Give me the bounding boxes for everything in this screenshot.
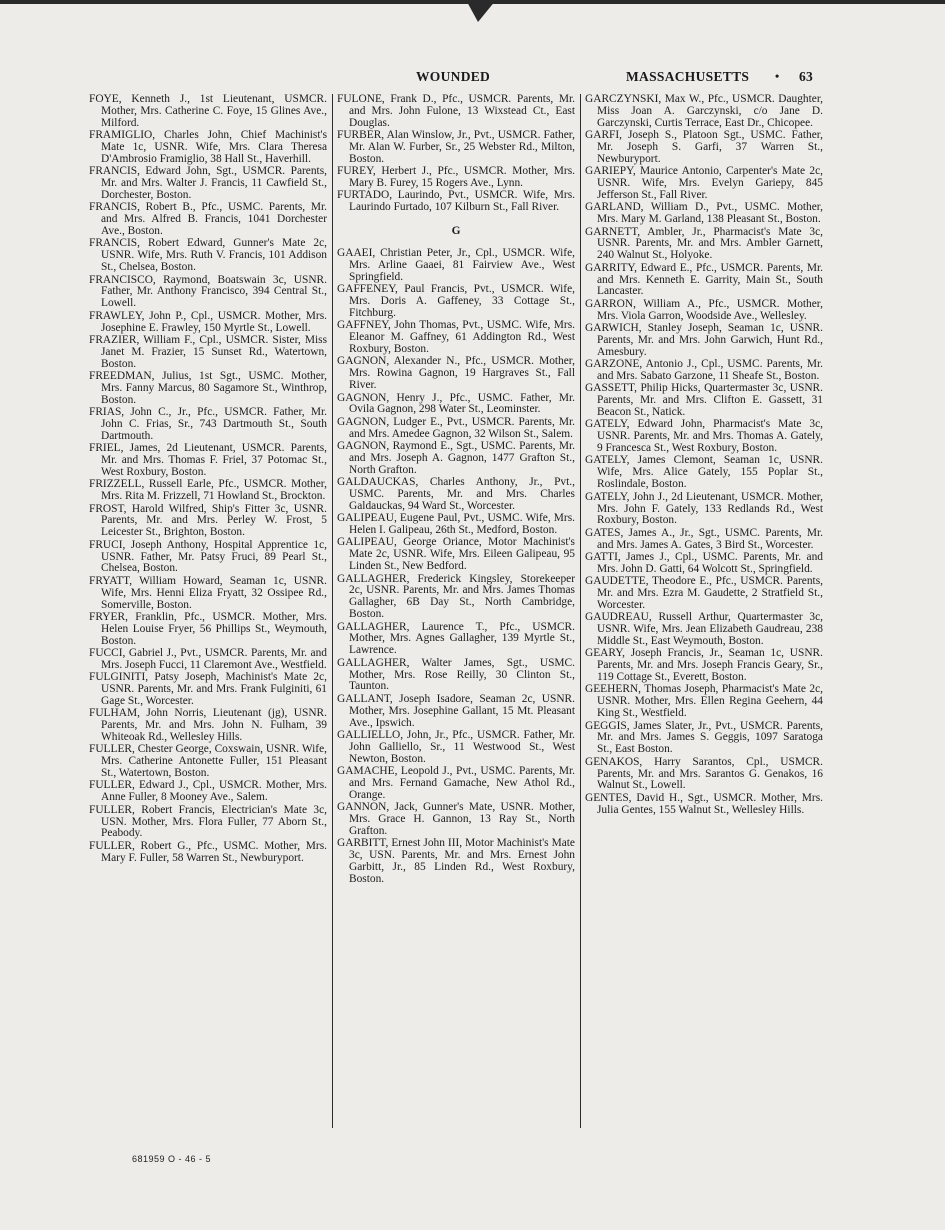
list-entry: GAAEI, Christian Peter, Jr., Cpl., USMCR. Wife, Mrs. Arline Gaaei, 81 Fairview Ave., West Springfield. [337,247,575,283]
list-entry: FRAZIER, William F., Cpl., USMCR. Sister, Miss Janet M. Frazier, 15 Sunset Rd., Watertown, Boston. [89,333,327,370]
list-entry: GAUDETTE, Theodore E., Pfc., USMCR. Parents, Mr. and Mrs. Ezra M. Gaudette, 2 Stratfield St., Worcester. [585,575,823,611]
list-entry: FRIAS, John C., Jr., Pfc., USMCR. Father, Mr. John C. Frias, Sr., 743 Dartmouth St., South Dartmouth. [89,406,327,442]
list-entry: FRUCI, Joseph Anthony, Hospital Apprentice 1c, USNR. Father, Mr. Patsy Fruci, 89 Pearl St., Chelsea, Boston. [89,538,327,575]
list-entry: GEEHERN, Thomas Joseph, Pharmacist's Mate 2c, USNR. Mother, Mrs. Ellen Regina Geehern, 44 King St., Westfield. [585,683,823,720]
list-entry: FURBER, Alan Winslow, Jr., Pvt., USMCR. Father, Mr. Alan W. Furber, Sr., 25 Webster Rd., Milton, Boston. [337,129,575,165]
list-entry: FROST, Harold Wilfred, Ship's Fitter 3c, USNR. Parents, Mr. and Mrs. Perley W. Frost, 5 Leicester St., Brighton, Boston. [89,502,327,539]
column-3 [585,94,823,817]
list-entry: GALLAGHER, Frederick Kingsley, Storekeeper 2c, USNR. Parents, Mr. and Mrs. James Thomas Gallagher, 6B Day St., North Cambridge, Boston. [337,572,575,621]
list-entry: FOYE, Kenneth J., 1st Lieutenant, USMCR. Mother, Mrs. Catherine C. Foye, 15 Glines Ave., Milford. [89,93,327,129]
page-header [90,69,820,89]
list-entry: GEARY, Joseph Francis, Jr., Seaman 1c, USNR. Parents, Mr. and Mrs. Joseph Francis Geary, Sr., 119 Cottage St., Everett, Boston. [585,647,823,684]
list-entry: FULONE, Frank D., Pfc., USMCR. Parents, Mr. and Mrs. John Fulone, 13 Wixstead Ct., East Douglas. [337,93,575,129]
page-number: 63 [799,69,814,84]
list-entry: GARCZYNSKI, Max W., Pfc., USMCR. Daughter, Miss Joan A. Garczynski, c/o Jane D. Garczynski, Curtis Terrace, East Dr., Chicopee. [585,93,823,129]
list-entry: FRANCIS, Robert B., Pfc., USMC. Parents, Mr. and Mrs. Alfred B. Francis, 1041 Dorchester Ave., Boston. [89,201,327,238]
list-entry: GAFFNEY, John Thomas, Pvt., USMC. Wife, Mrs. Eleanor M. Gaffney, 61 Addington Rd., West Roxbury, Boston. [337,319,575,356]
list-entry: FRIEL, James, 2d Lieutenant, USMCR. Parents, Mr. and Mrs. Thomas F. Friel, 37 Potomac St., West Roxbury, Boston. [89,442,327,478]
list-entry: GENAKOS, Harry Sarantos, Cpl., USMCR. Parents, Mr. and Mrs. Sarantos G. Genakos, 16 Walnut St., Lowell. [585,755,823,792]
section-letter: G [451,225,461,238]
column-2 [337,94,575,886]
header-left-title: WOUNDED [416,69,491,84]
list-entry: GALLAGHER, Laurence T., Pfc., USMCR. Mother, Mrs. Agnes Gallagher, 139 Myrtle St., Lawrence. [337,620,575,657]
list-entry: FRANCISCO, Raymond, Boatswain 3c, USNR. Father, Mr. Anthony Francisco, 394 Central St., Lowell. [89,273,327,310]
page-notch [466,0,496,22]
header-separator: • [775,69,780,83]
column-divider [332,94,333,1128]
list-entry: GARFI, Joseph S., Platoon Sgt., USMC. Father, Mr. Joseph S. Garfi, 37 Warren St., Newburyport. [585,129,823,165]
list-entry: GATELY, John J., 2d Lieutenant, USMCR. Mother, Mrs. John F. Gately, 133 Redlands Rd., West Roxbury, Boston. [585,490,823,527]
list-entry: FULLER, Robert G., Pfc., USMC. Mother, Mrs. Mary F. Fuller, 58 Warren St., Newburyport. [89,839,327,864]
list-entry: FRANCIS, Edward John, Sgt., USMCR. Parents, Mr. and Mrs. Walter J. Francis, 11 Cawfield St., Dorchester, Boston. [89,165,327,202]
list-entry: GALIPEAU, George Oriance, Motor Machinist's Mate 2c, USNR. Wife, Mrs. Eileen Galipeau, 95 Linden St., New Bedford. [337,536,575,573]
list-entry: FURTADO, Laurindo, Pvt., USMCR. Wife, Mrs. Laurindo Furtado, 107 Kilburn St., Fall River. [337,189,575,214]
list-entry: GATELY, James Clemont, Seaman 1c, USNR. Wife, Mrs. Alice Gately, 155 Poplar St., Roslindale, Boston. [585,454,823,491]
list-entry: FRYATT, William Howard, Seaman 1c, USNR. Wife, Mrs. Henni Eliza Fryatt, 32 Ossipee Rd., Somerville, Boston. [89,574,327,611]
list-entry: GAUDREAU, Russell Arthur, Quartermaster 3c, USNR. Wife, Mrs. Jean Elizabeth Gaudreau, 238 Middle St., East Weymouth, Boston. [585,611,823,648]
list-entry: FRAMIGLIO, Charles John, Chief Machinist's Mate 1c, USNR. Wife, Mrs. Clara Theresa D'Ambrosio Framiglio, 38 Hall St., Haverhill. [89,129,327,165]
list-entry: GATTI, James J., Cpl., USMC. Parents, Mr. and Mrs. John D. Gatti, 64 Wolcott St., Springfield. [585,550,823,575]
list-entry: FRYER, Franklin, Pfc., USMCR. Mother, Mrs. Helen Louise Fryer, 56 Phillips St., Weymouth, Boston. [89,610,327,647]
list-entry: GARZONE, Antonio J., Cpl., USMC. Parents, Mr. and Mrs. Sabato Garzone, 11 Sheafe St., Boston. [585,358,823,382]
list-entry: GARRON, William A., Pfc., USMCR. Mother, Mrs. Viola Garron, Woodside Ave., Wellesley. [585,297,823,322]
list-entry: FRIZZELL, Russell Earle, Pfc., USMCR. Mother, Mrs. Rita M. Frizzell, 71 Howland St., Brockton. [89,478,327,503]
list-entry: FULGINITI, Patsy Joseph, Machinist's Mate 2c, USNR. Parents, Mr. and Mrs. Frank Fulginiti, 61 Gage St., Worcester. [89,671,327,707]
list-entry: GARBITT, Ernest John III, Motor Machinist's Mate 3c, USN. Parents, Mr. and Mrs. Ernest John Garbitt, Jr., 85 Linden Rd., West Roxbury, Boston. [337,837,575,885]
list-entry: GALDAUCKAS, Charles Anthony, Jr., Pvt., USMC. Parents, Mr. and Mrs. Charles Galdauckas, 94 Ward St., Worcester. [337,476,575,512]
list-entry: FUREY, Herbert J., Pfc., USMCR. Mother, Mrs. Mary B. Furey, 15 Rogers Ave., Lynn. [337,165,575,190]
list-entry: FULLER, Robert Francis, Electrician's Mate 3c, USN. Mother, Mrs. Flora Fuller, 77 Aborn St., Peabody. [89,803,327,840]
list-entry: GALLANT, Joseph Isadore, Seaman 2c, USNR. Mother, Mrs. Josephine Gallant, 15 Mt. Pleasant Ave., Ipswich. [337,692,575,729]
list-entry: GALIPEAU, Eugene Paul, Pvt., USMC. Wife, Mrs. Helen I. Galipeau, 26th St., Medford, Boston. [337,512,575,537]
list-entry: FREEDMAN, Julius, 1st Sgt., USMC. Mother, Mrs. Fanny Marcus, 80 Sagamore St., Winthrop, Boston. [89,369,327,406]
list-entry: GEGGIS, James Slater, Jr., Pvt., USMCR. Parents, Mr. and Mrs. James S. Geggis, 1097 Saratoga St., East Boston. [585,719,823,756]
header-right-title: MASSACHUSETTS [626,69,750,84]
list-entry: GALLAGHER, Walter James, Sgt., USMC. Mother, Mrs. Rose Reilly, 30 Clinton St., Taunton. [337,656,575,693]
list-entry: GAGNON, Henry J., Pfc., USMC. Father, Mr. Ovila Gagnon, 298 Water St., Leominster. [337,391,575,416]
list-entry: GARWICH, Stanley Joseph, Seaman 1c, USNR. Parents, Mr. and Mrs. John Garwich, Hunt Rd., Amesbury. [585,321,823,358]
list-entry: GAFFENEY, Paul Francis, Pvt., USMCR. Wife, Mrs. Doris A. Gaffeney, 33 Cottage St., Fitchburg. [337,283,575,320]
list-entry: FULLER, Edward J., Cpl., USMCR. Mother, Mrs. Anne Fuller, 8 Mooney Ave., Salem. [89,779,327,804]
list-entry: GARNETT, Ambler, Jr., Pharmacist's Mate 3c, USNR. Parents, Mr. and Mrs. Ambler Garnett, 240 Walnut St., Holyoke. [585,225,823,262]
list-entry: FUCCI, Gabriel J., Pvt., USMCR. Parents, Mr. and Mrs. Joseph Fucci, 11 Claremont Ave., Westfield. [89,646,327,671]
list-entry: FULLER, Chester George, Coxswain, USNR. Wife, Mrs. Catherine Antonette Fuller, 151 Pleasant St., Watertown, Boston. [89,743,327,780]
list-entry: GANNON, Jack, Gunner's Mate, USNR. Mother, Mrs. Grace H. Gannon, 13 Ray St., North Grafton. [337,801,575,837]
list-entry: FRANCIS, Robert Edward, Gunner's Mate 2c, USNR. Wife, Mrs. Ruth V. Francis, 101 Addison St., Chelsea, Boston. [89,237,327,274]
list-entry: FULHAM, John Norris, Lieutenant (jg), USNR. Parents, Mr. and Mrs. John N. Fulham, 39 Whiteoak Rd., Wellesley Hills. [89,707,327,744]
list-entry: FRAWLEY, John P., Cpl., USMCR. Mother, Mrs. Josephine E. Frawley, 150 Myrtle St., Lowell. [89,309,327,334]
list-entry: GALLIELLO, John, Jr., Pfc., USMCR. Father, Mr. John Galliello, Sr., 11 Westwood St., West Newton, Boston. [337,728,575,765]
list-entry: GARIEPY, Maurice Antonio, Carpenter's Mate 2c, USNR. Wife, Mrs. Evelyn Gariepy, 845 Jefferson St., Fall River. [585,165,823,202]
column-1 [89,94,327,865]
column-divider [580,94,581,1128]
list-entry: GATELY, Edward John, Pharmacist's Mate 3c, USNR. Parents, Mr. and Mrs. Thomas A. Gately, 9 Francesca St., West Roxbury, Boston. [585,418,823,455]
list-entry: GARRITY, Edward E., Pfc., USMCR. Parents, Mr. and Mrs. Kenneth E. Garrity, Main St., South Lancaster. [585,261,823,298]
list-entry: GAGNON, Ludger E., Pvt., USMCR. Parents, Mr. and Mrs. Amedee Gagnon, 32 Wilson St., Salem. [337,415,575,440]
list-entry: GATES, James A., Jr., Sgt., USMC. Parents, Mr. and Mrs. James A. Gates, 3 Bird St., Worcester. [585,526,823,551]
list-entry: GASSETT, Philip Hicks, Quartermaster 3c, USNR. Parents, Mr. and Mrs. Clifton E. Gassett, 31 Beacon St., Natick. [585,382,823,419]
list-entry: GAGNON, Raymond E., Sgt., USMC. Parents, Mr. and Mrs. Joseph A. Gagnon, 1477 Grafton St., North Grafton. [337,439,575,476]
list-entry: GAMACHE, Leopold J., Pvt., USMC. Parents, Mr. and Mrs. Fernand Gamache, New Athol Rd., Orange. [337,764,575,801]
list-entry: GENTES, David H., Sgt., USMCR. Mother, Mrs. Julia Gentes, 155 Walnut St., Wellesley Hills. [585,791,823,816]
list-entry: GARLAND, William D., Pvt., USMC. Mother, Mrs. Mary M. Garland, 138 Pleasant St., Boston. [585,201,823,226]
print-code: 681959 O - 46 - 5 [132,1154,212,1164]
list-entry: GAGNON, Alexander N., Pfc., USMCR. Mother, Mrs. Rowina Gagnon, 19 Hargraves St., Fall River. [337,355,575,392]
